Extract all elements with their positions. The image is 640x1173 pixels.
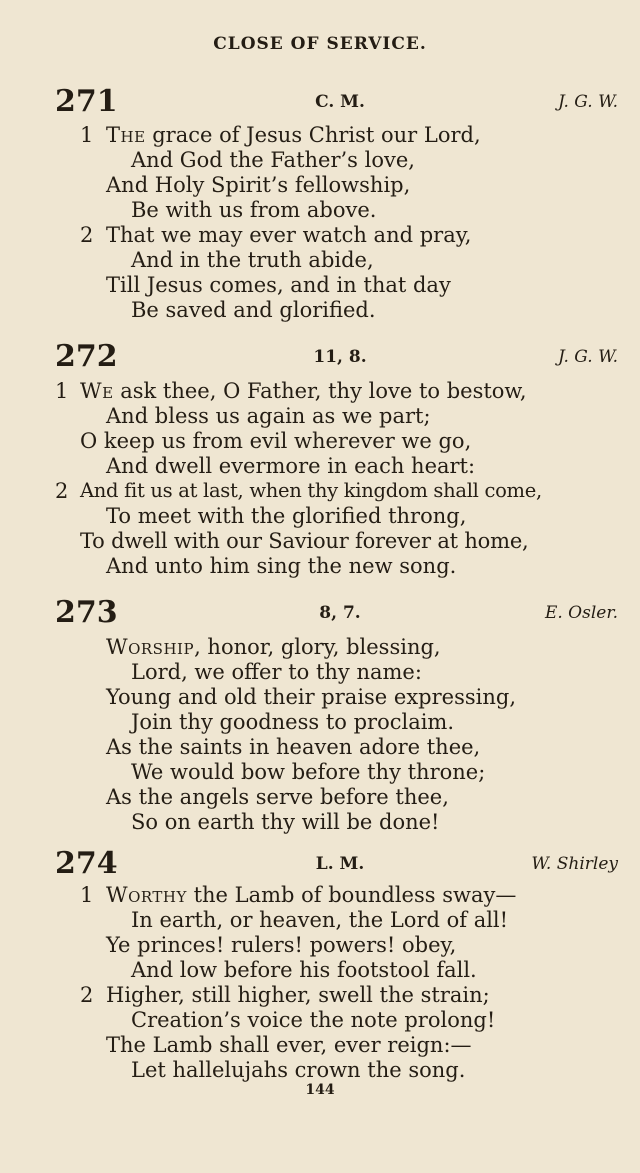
verse-number: 1	[80, 123, 94, 147]
hymn-line: And in the truth abide,	[131, 248, 374, 272]
hymn-line: And unto him sing the new song.	[106, 554, 457, 578]
hymn-line: Creation’s voice the note prolong!	[131, 1008, 496, 1032]
hymn-line: Ye princes! rulers! powers! obey,	[106, 933, 457, 957]
hymn-meter: 11, 8.	[313, 347, 367, 367]
hymn-header	[0, 846, 640, 886]
hymn-line: And dwell evermore in each heart:	[106, 454, 476, 478]
hymn-header	[0, 339, 640, 379]
hymn-line: Be with us from above.	[131, 198, 377, 222]
line-text: grace of Jesus Christ our Lord,	[145, 123, 481, 147]
line-text: the Lamb of boundless sway—	[186, 883, 517, 907]
verse-number: 2	[80, 983, 94, 1007]
hymn-line: Lord, we offer to thy name:	[131, 660, 422, 684]
page-number: 144	[305, 1082, 335, 1098]
hymn-line: And bless us again as we part;	[106, 404, 431, 428]
hymn-number: 273	[55, 595, 118, 630]
hymn-line	[106, 635, 441, 659]
hymn-line: And Holy Spirit’s fellowship,	[106, 173, 411, 197]
hymn-line: Till Jesus comes, and in that day	[106, 273, 451, 297]
hymn-author: E. Osler.	[544, 603, 618, 623]
hymn-line: As the angels serve before thee,	[106, 785, 449, 809]
hymn-author: W. Shirley	[531, 854, 618, 874]
line-text: , honor, glory, blessing,	[194, 635, 441, 659]
first-word: Worship	[106, 635, 195, 659]
hymn-line: And fit us at last, when thy kingdom shall come,	[80, 479, 542, 502]
hymn-line: And God the Father’s love,	[131, 148, 415, 172]
hymn-number: 274	[55, 846, 118, 881]
hymn-line: As the saints in heaven adore thee,	[106, 735, 481, 759]
verse-number: 2	[55, 479, 69, 503]
hymn-line: Let hallelujahs crown the song.	[131, 1058, 466, 1082]
hymn-line: The Lamb shall ever, ever reign:—	[106, 1033, 472, 1057]
hymn-number: 271	[55, 84, 118, 119]
hymn-author: J. G. W.	[558, 347, 618, 367]
hymn-author: J. G. W.	[558, 92, 618, 112]
hymn-line: That we may ever watch and pray,	[106, 223, 472, 247]
hymn-line: O keep us from evil wherever we go,	[80, 429, 472, 453]
hymn-line: So on earth thy will be done!	[131, 810, 440, 834]
hymn-line: To dwell with our Saviour forever at home,	[80, 529, 529, 553]
hymn-number: 272	[55, 339, 118, 374]
verse-number: 1	[55, 379, 69, 403]
hymn-line: We would bow before thy throne;	[131, 760, 486, 784]
hymn-line: Join thy goodness to proclaim.	[131, 710, 455, 734]
hymn-meter: C. M.	[315, 92, 365, 112]
first-word: The	[106, 123, 146, 147]
hymn-line: Young and old their praise expressing,	[106, 685, 517, 709]
first-word: Worthy	[106, 883, 187, 907]
hymn-meter: L. M.	[315, 854, 365, 874]
hymn-line: To meet with the glorified throng,	[106, 504, 467, 528]
verse-number: 2	[80, 223, 94, 247]
running-head: CLOSE OF SERVICE.	[213, 34, 427, 54]
hymn-line: Higher, still higher, swell the strain;	[106, 983, 490, 1007]
hymn-line	[106, 883, 516, 907]
first-word: We	[80, 379, 114, 403]
hymn-line: Be saved and glorified.	[131, 298, 376, 322]
hymn-meter: 8, 7.	[319, 603, 361, 623]
line-text: ask thee, O Father, thy love to bestow,	[113, 379, 527, 403]
hymn-line	[80, 379, 527, 403]
hymn-header	[0, 84, 640, 124]
hymn-line: And low before his footstool fall.	[131, 958, 477, 982]
hymn-line: In earth, or heaven, the Lord of all!	[131, 908, 509, 932]
hymn-line	[106, 123, 481, 147]
verse-number: 1	[80, 883, 94, 907]
hymn-header	[0, 595, 640, 635]
